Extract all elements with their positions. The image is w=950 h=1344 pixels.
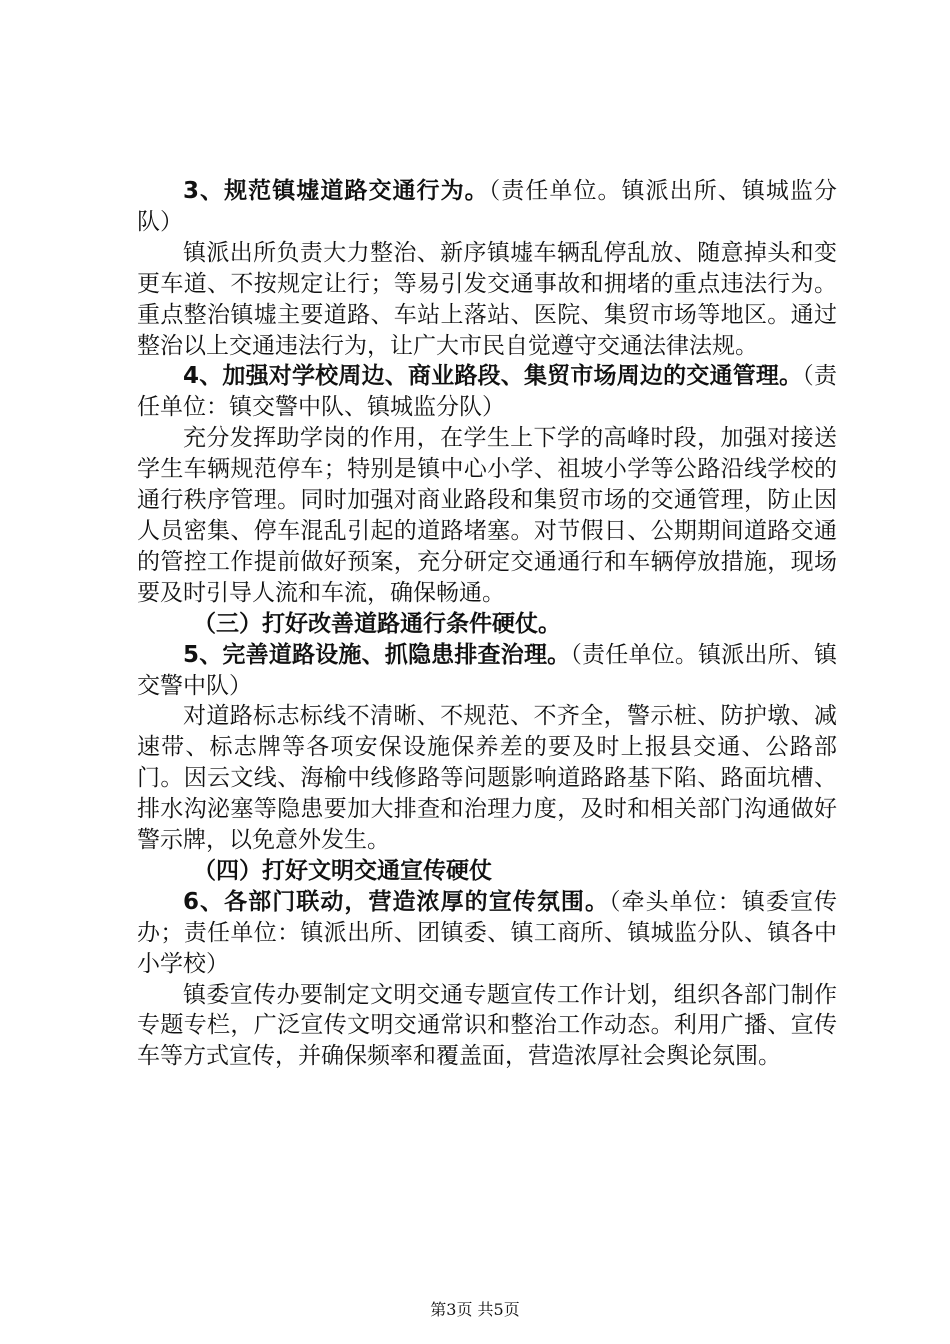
responsibility-note: （责任单位：镇交警中队、镇城监分队）	[137, 363, 837, 421]
heading-text: 3、规范镇墟道路交通行为。	[183, 178, 489, 204]
section-5-heading	[137, 640, 837, 702]
subsection-4-heading: （四）打好文明交通宣传硬仗	[193, 857, 492, 884]
section-6-heading	[137, 887, 837, 980]
body-paragraph: 镇派出所负责大力整治、新序镇墟车辆乱停乱放、随意掉头和变更车道、不按规定让行；等易引发交通事故和拥堵的重点违法行为。重点整治镇墟主要道路、车站上落站、医院、集贸市场等地区。通过整治以上交通违法行为，让广大市民自觉遵守交通法律法规。	[137, 239, 837, 359]
responsibility-note: （责任单位。镇派出所、镇交警中队）	[137, 641, 837, 699]
heading-text: 4、加强对学校周边、商业路段、集贸市场周边的交通管理。	[183, 363, 803, 390]
page-number-footer: 第3页 共5页	[430, 1300, 520, 1319]
responsibility-note: （责任单位。镇派出所、镇城监分队）	[137, 178, 837, 235]
subsection-3-heading: （三）打好改善道路通行条件硬仗。	[193, 610, 561, 637]
heading-text: 5、完善道路设施、抓隐患排查治理。	[183, 641, 571, 668]
document-body	[137, 176, 837, 1072]
section-3-heading	[137, 176, 837, 238]
section-4-heading	[137, 361, 837, 423]
body-paragraph: 对道路标志标线不清晰、不规范、不齐全，警示桩、防护墩、减速带、标志牌等各项安保设施保养差的要及时上报县交通、公路部门。因云文线、海榆中线修路等问题影响道路路基下陷、路面坑槽、排水沟泌塞等隐患要加大排查和治理力度，及时和相关部门沟通做好警示牌，以免意外发生。	[137, 703, 837, 854]
body-paragraph: 镇委宣传办要制定文明交通专题宣传工作计划，组织各部门制作专题专栏，广泛宣传文明交通常识和整治工作动态。利用广播、宣传车等方式宣传，并确保频率和覆盖面，营造浓厚社会舆论氛围。	[137, 981, 837, 1070]
body-paragraph: 充分发挥助学岗的作用，在学生上下学的高峰时段，加强对接送学生车辆规范停车；特别是镇中心小学、祖坡小学等公路沿线学校的通行秩序管理。同时加强对商业路段和集贸市场的交通管理，防止因人员密集、停车混乱引起的道路堵塞。对节假日、公期期间道路交通的管控工作提前做好预案，充分研定交通通行和车辆停放措施，现场要及时引导人流和车流，确保畅通。	[137, 425, 837, 606]
responsibility-note: （牵头单位：镇委宣传办；责任单位：镇派出所、团镇委、镇工商所、镇城监分队、镇各中小学校）	[137, 888, 837, 977]
heading-text: 6、各部门联动，营造浓厚的宣传氛围。	[183, 888, 609, 915]
